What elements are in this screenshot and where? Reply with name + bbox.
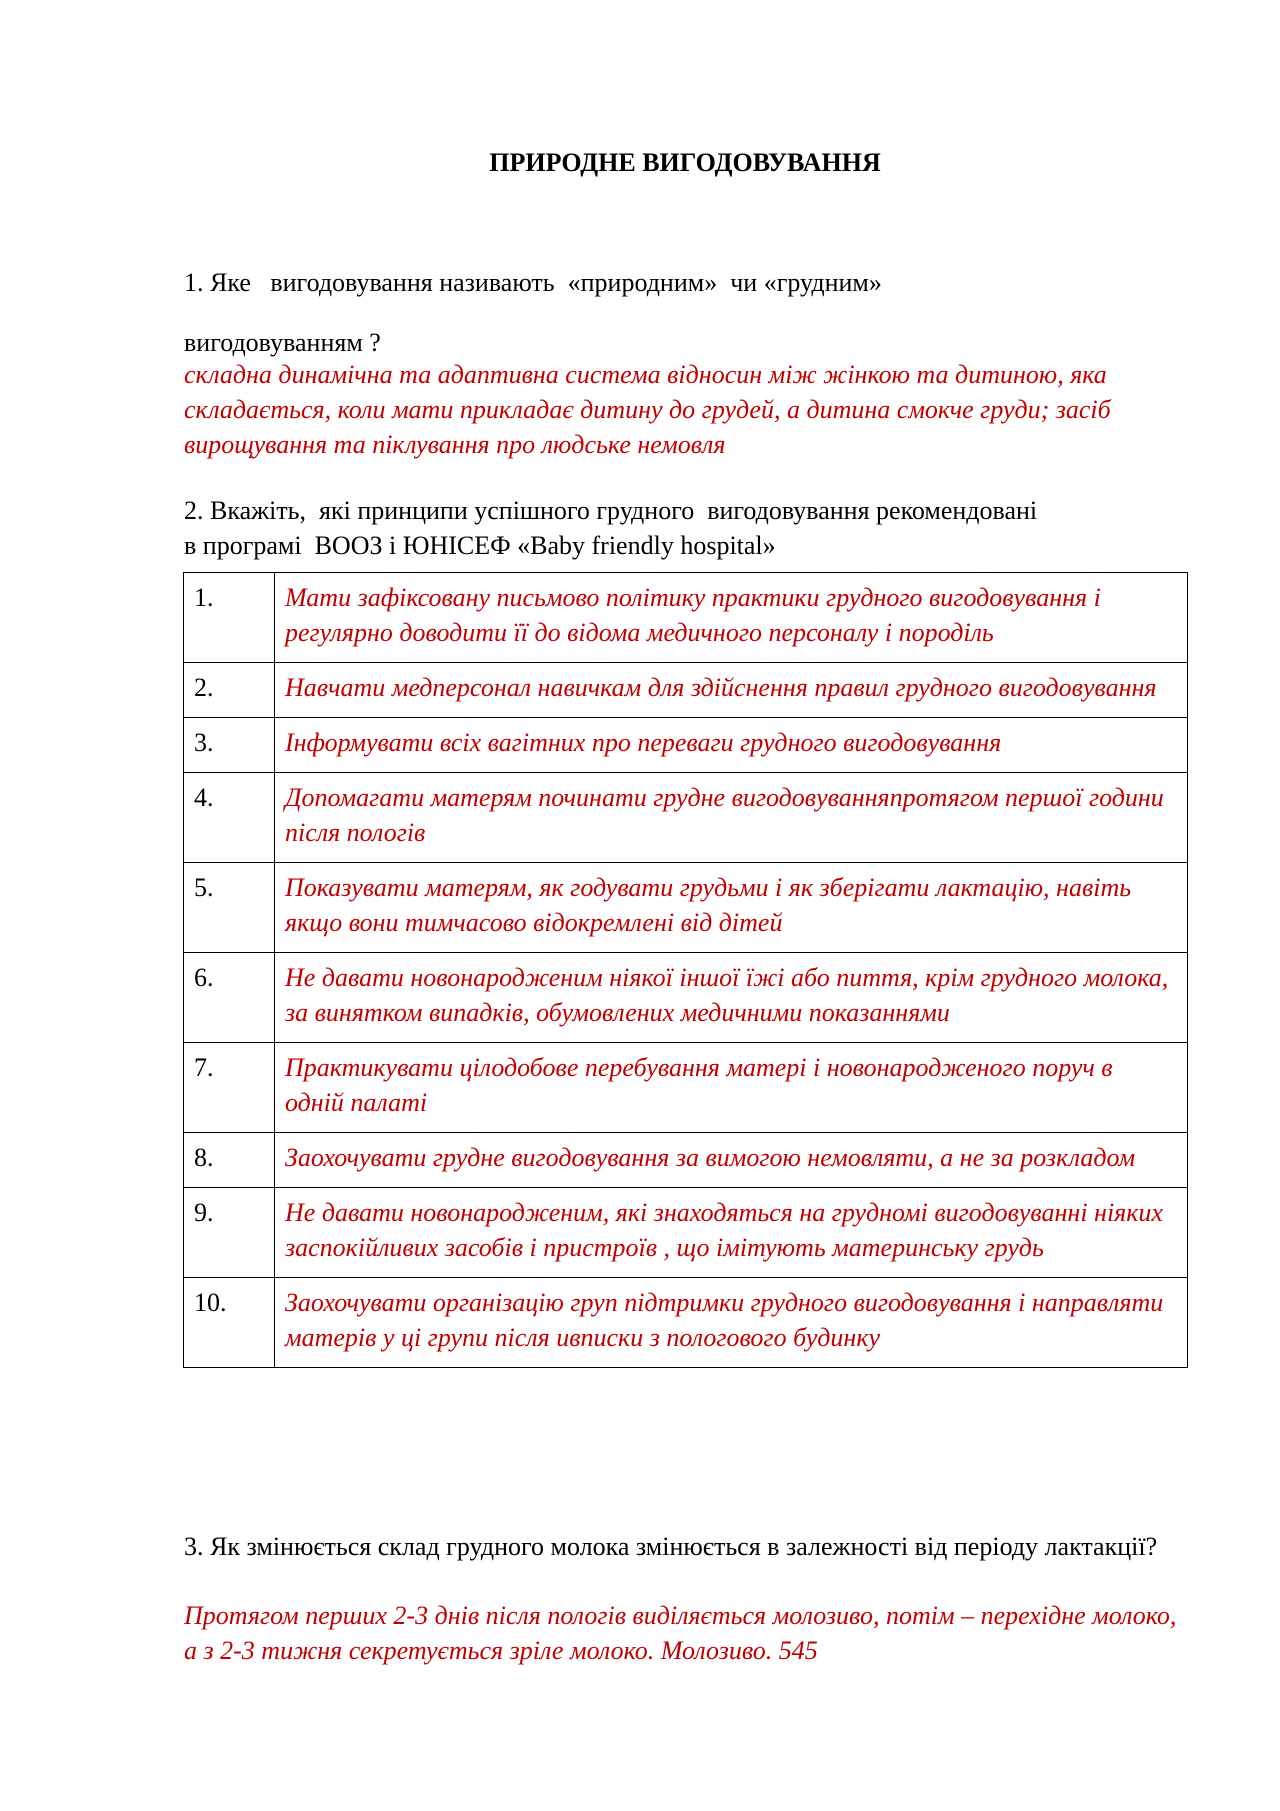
- row-number: 8.: [184, 1133, 275, 1188]
- row-text: Не давати новонародженим, які знаходяться на грудномі вигодовуванні ніяких заспокійливих засобів і пристроїв , що імітують материнську грудь: [275, 1188, 1188, 1278]
- row-text: Мати зафіксовану письмово політику практики грудного вигодовування і регулярно доводити її до відома медичного персоналу і породіль: [275, 573, 1188, 663]
- table-row: [184, 1043, 1188, 1133]
- table-row: [184, 953, 1188, 1043]
- row-number: 1.: [184, 573, 275, 663]
- row-text: Навчати медперсонал навичкам для здійснення правил грудного вигодовування: [275, 663, 1188, 718]
- table-row: [184, 663, 1188, 718]
- row-number: 6.: [184, 953, 275, 1043]
- row-number: 5.: [184, 863, 275, 953]
- row-text: Заохочувати організацію груп підтримки грудного вигодовування і направляти матерів у ці групи після ивписки з пологового будинку: [275, 1278, 1188, 1368]
- question-1-line-2: вигодовуванням ?: [184, 328, 381, 357]
- principles-table: [183, 572, 1188, 1368]
- table-row: [184, 1188, 1188, 1278]
- table-row: [184, 573, 1188, 663]
- row-text: Не давати новонародженим ніякої іншої їжі або пиття, крім грудного молока, за винятком випадків, обумовлених медичними показаннями: [275, 953, 1188, 1043]
- question-3: 3. Як змінюється склад грудного молока змінюється в залежності від періоду лактакції?: [184, 1532, 1158, 1561]
- row-number: 3.: [184, 718, 275, 773]
- row-text: Допомагати матерям починати грудне вигодовуванняпротягом першої години після пологів: [275, 773, 1188, 863]
- table-row: [184, 1278, 1188, 1368]
- table-row: [184, 718, 1188, 773]
- document-title: ПРИРОДНЕ ВИГОДОВУВАННЯ: [489, 148, 881, 177]
- row-text: Заохочувати грудне вигодовування за вимогою немовляти, а не за розкладом: [275, 1133, 1188, 1188]
- row-number: 9.: [184, 1188, 275, 1278]
- row-text: Показувати матерям, як годувати грудьми і як зберігати лактацію, навіть якщо вони тимчасово відокремлені від дітей: [275, 863, 1188, 953]
- row-number: 7.: [184, 1043, 275, 1133]
- row-number: 2.: [184, 663, 275, 718]
- table-row: [184, 863, 1188, 953]
- question-2: 2. Вкажіть, які принципи успішного грудного вигодовування рекомендовані в програмі ВООЗ і ЮНІСЕФ «Baby friendly hospital»: [184, 496, 1038, 560]
- row-number: 10.: [184, 1278, 275, 1368]
- table-row: [184, 1133, 1188, 1188]
- table-row: [184, 773, 1188, 863]
- row-text: Практикувати цілодобове перебування матері і новонародженого поруч в одній палаті: [275, 1043, 1188, 1133]
- answer-1: складна динамічна та адаптивна система відносин між жінкою та дитиною, яка складається, коли мати прикладає дитину до грудей, а дитина смокче груди; засіб вирощування та піклування про людське немовля: [184, 360, 1111, 459]
- row-text: Інформувати всіх вагітних про переваги грудного вигодовування: [275, 718, 1188, 773]
- row-number: 4.: [184, 773, 275, 863]
- answer-3: Протягом перших 2-3 днів після пологів виділяється молозиво, потім – перехідне молоко, а з 2-3 тижня секретується зріле молоко. Молозиво. 545: [184, 1601, 1177, 1665]
- question-1-line-1: 1. Яке вигодовування називають «природним» чи «грудним»: [184, 268, 882, 297]
